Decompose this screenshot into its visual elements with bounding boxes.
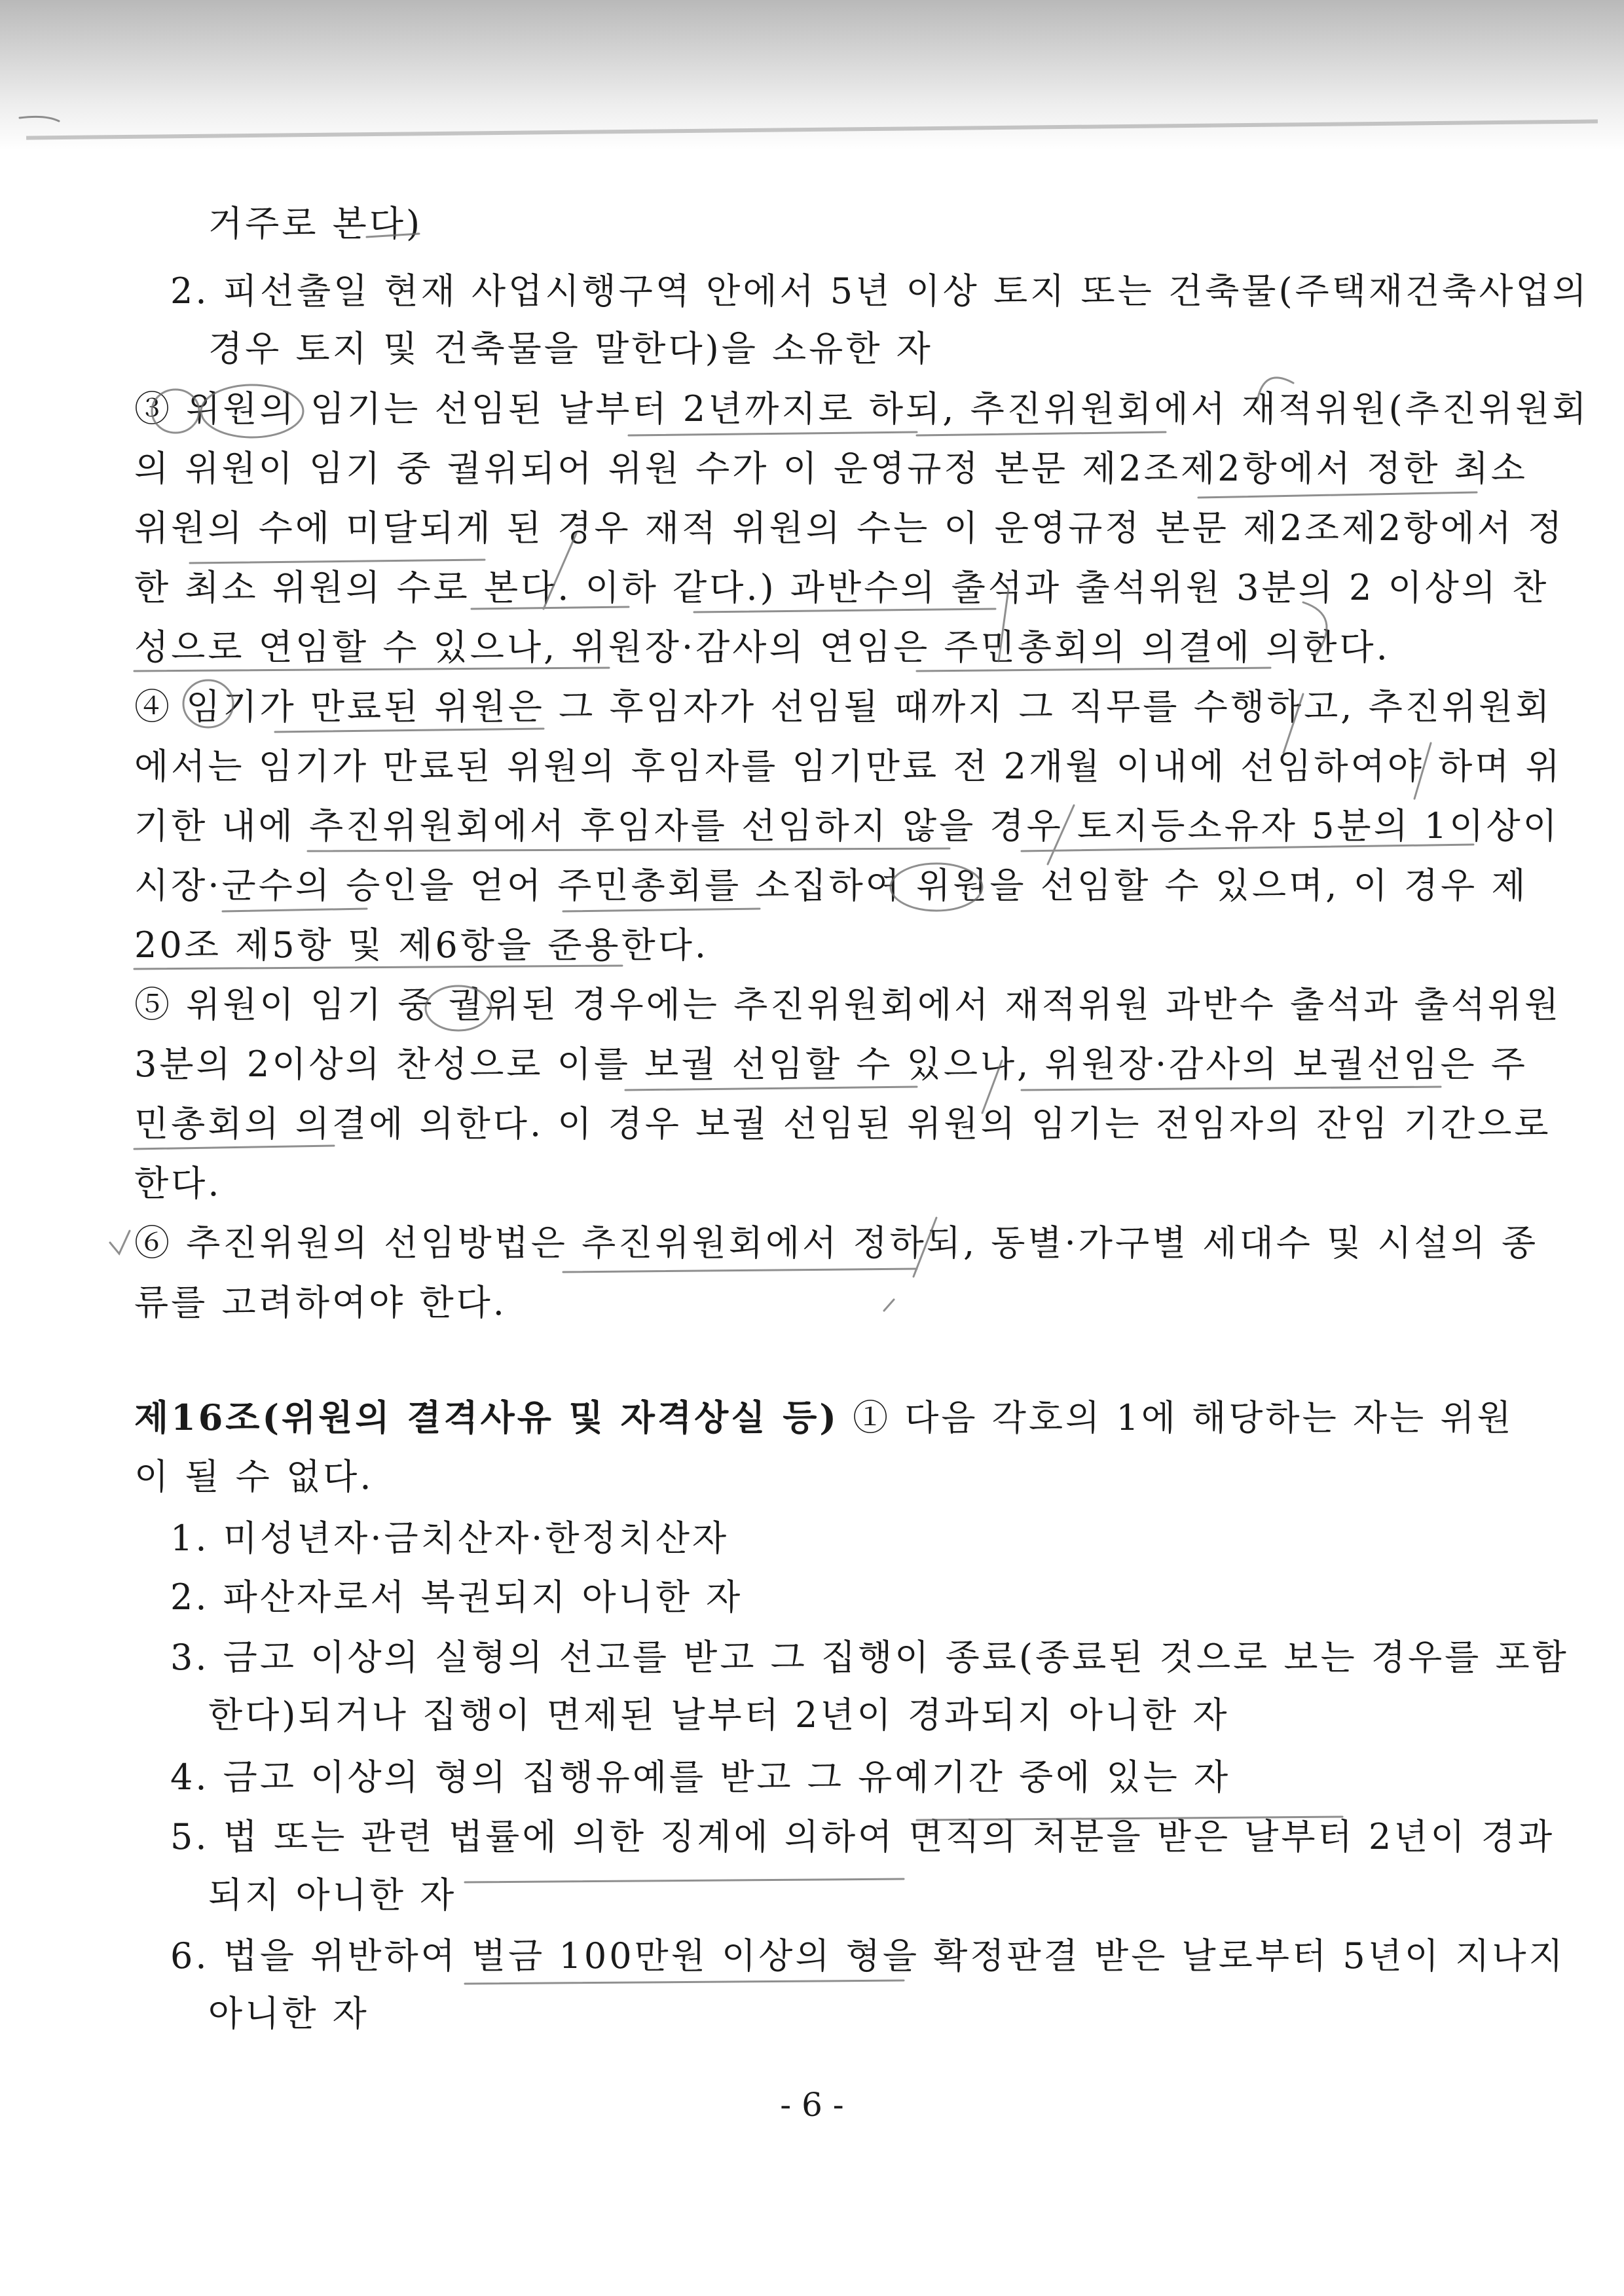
list-item-cont: 아니한 자 bbox=[208, 1993, 369, 2034]
list-item-cont: 되지 아니한 자 bbox=[208, 1874, 457, 1916]
text-line: 2. 피선출일 현재 사업시행구역 안에서 5년 이상 토지 또는 건축물(주택재건축사업의 bbox=[170, 270, 1589, 312]
list-item: 3. 금고 이상의 실형의 선고를 받고 그 집행이 종료(종료된 것으로 보는 경우를 포함 bbox=[170, 1637, 1569, 1678]
text-line: 민총회의 의결에 의한다. 이 경우 보궐 선임된 위원의 임기는 전임자의 잔임 기간으로 bbox=[134, 1103, 1551, 1144]
page-number: - 6 - bbox=[780, 2086, 844, 2124]
text-line: 이 될 수 없다. bbox=[134, 1456, 374, 1497]
text-line: 류를 고려하여야 한다. bbox=[134, 1282, 507, 1323]
text-line: 위원의 수에 미달되게 된 경우 재적 위원의 수는 이 운영규정 본문 제2조제2항에서 정 bbox=[134, 507, 1565, 549]
text-line: 시장·군수의 승인을 얻어 주민총회를 소집하여 위원을 선임할 수 있으며, 이 경우 제 bbox=[134, 865, 1528, 906]
text-line: 3분의 2이상의 찬성으로 이를 보궐 선임할 수 있으나, 위원장·감사의 보궐선임은 주 bbox=[134, 1044, 1528, 1085]
text-line: 한다. bbox=[134, 1163, 222, 1204]
article-heading: 제16조(위원의 결격사유 및 자격상실 등) bbox=[134, 1396, 839, 1438]
text-line: ③ 위원의 임기는 선임된 날부터 2년까지로 하되, 추진위원회에서 재적위원(추진위원회 bbox=[134, 388, 1589, 429]
text-line: 기한 내에 추진위원회에서 후임자를 선임하지 않을 경우 토지등소유자 5분의 1이상이 bbox=[134, 805, 1560, 847]
text-line: 에서는 임기가 만료된 위원의 후임자를 임기만료 전 2개월 이내에 선임하여야 하며 위 bbox=[134, 746, 1562, 787]
list-item: 1. 미성년자·금치산자·한정치산자 bbox=[170, 1518, 729, 1559]
text-line: 한 최소 위원의 수로 본다. 이하 같다.) 과반수의 출석과 출석위원 3분의 2 이상의 찬 bbox=[134, 567, 1549, 608]
text-line: 경우 토지 및 건축물을 말한다)을 소유한 자 bbox=[208, 328, 933, 369]
text-line: 거주로 본다) bbox=[208, 203, 423, 244]
text-line: ⑥ 추진위원의 선임방법은 추진위원회에서 정하되, 동별·가구별 세대수 및 시설의 종 bbox=[134, 1222, 1539, 1264]
list-item: 2. 파산자로서 복권되지 아니한 자 bbox=[170, 1576, 743, 1618]
text-line: ⑤ 위원이 임기 중 궐위된 경우에는 추진위원회에서 재적위원 과반수 출석과 출석위원 bbox=[134, 984, 1562, 1025]
text-line: 성으로 연임할 수 있으나, 위원장·감사의 연임은 주민총회의 의결에 의한다. bbox=[134, 627, 1390, 668]
article-intro: ① 다음 각호의 1에 해당하는 자는 위원 bbox=[838, 1397, 1514, 1438]
list-item: 4. 금고 이상의 형의 집행유예를 받고 그 유예기간 중에 있는 자 bbox=[170, 1757, 1231, 1798]
text-line: ④ 임기가 만료된 위원은 그 후임자가 선임될 때까지 그 직무를 수행하고, 추진위원회 bbox=[134, 686, 1553, 727]
text-line: 20조 제5항 및 제6항을 준용한다. bbox=[134, 924, 709, 966]
text-line: 의 위원이 임기 중 궐위되어 위원 수가 이 운영규정 본문 제2조제2항에서 정한 최소 bbox=[134, 448, 1528, 489]
list-item: 5. 법 또는 관련 법률에 의한 징계에 의하여 면직의 처분을 받은 날부터 2년이 경과 bbox=[170, 1816, 1555, 1857]
list-item-cont: 한다)되거나 집행이 면제된 날부터 2년이 경과되지 아니한 자 bbox=[208, 1694, 1230, 1736]
list-item: 6. 법을 위반하여 벌금 100만원 이상의 형을 확정판결 받은 날로부터 5년이 지나지 bbox=[170, 1935, 1566, 1977]
